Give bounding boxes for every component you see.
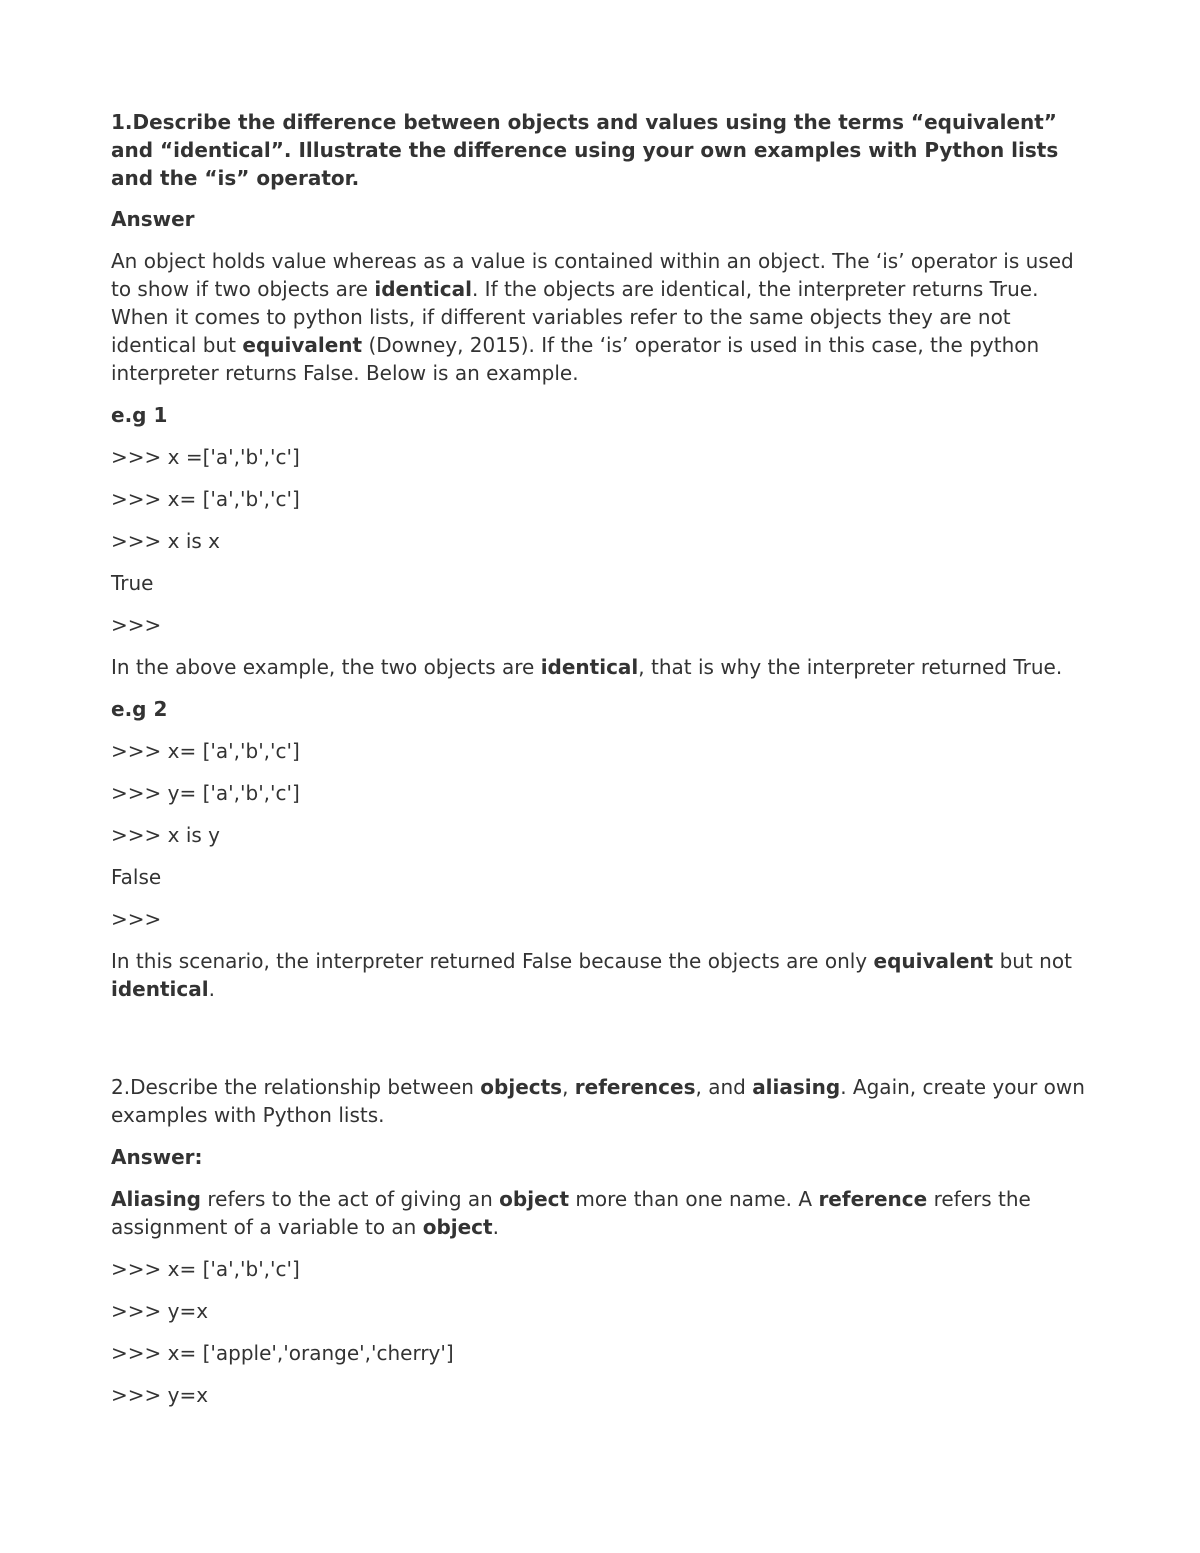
answer-1-label: Answer bbox=[111, 207, 195, 231]
text-run: . Again, create your own examples with Python lists. bbox=[111, 1075, 1085, 1127]
example-1-note bbox=[111, 653, 1091, 681]
text-run: . bbox=[492, 1215, 499, 1239]
example-2-label: e.g 2 bbox=[111, 697, 168, 721]
code-line: >>> y=x bbox=[111, 1383, 209, 1407]
code-line: >>> x =['a','b','c'] bbox=[111, 445, 300, 469]
text-run: refers to the act of giving an bbox=[201, 1187, 500, 1211]
bold-term: identical bbox=[111, 977, 209, 1001]
text-run: (Downey, 2015). If the ‘is’ operator is used in this case, the python interpreter returns False. Below is an example. bbox=[111, 333, 1040, 385]
code-line: >>> x= ['a','b','c'] bbox=[111, 739, 300, 763]
answer-2-label: Answer: bbox=[111, 1145, 203, 1169]
text-run: , and bbox=[695, 1075, 753, 1099]
answer-1-paragraph bbox=[111, 247, 1091, 387]
text-run: , that is why the interpreter returned True. bbox=[638, 655, 1063, 679]
bold-term: identical bbox=[540, 655, 639, 679]
document-page bbox=[111, 108, 1091, 1423]
example-2-note bbox=[111, 947, 1091, 1003]
code-line: >>> x is y bbox=[111, 823, 220, 847]
answer-2-paragraph bbox=[111, 1185, 1091, 1241]
text-run: . bbox=[208, 977, 215, 1001]
code-line: >>> x is x bbox=[111, 529, 220, 553]
question-2-heading bbox=[111, 1073, 1091, 1129]
bold-term: reference bbox=[818, 1187, 928, 1211]
text-run: refers the assignment of a variable to an bbox=[111, 1187, 1031, 1239]
bold-term: Aliasing bbox=[111, 1187, 201, 1211]
code-line: >>> x= ['a','b','c'] bbox=[111, 487, 300, 511]
text-run: In the above example, the two objects are bbox=[111, 655, 541, 679]
code-line: >>> y= ['a','b','c'] bbox=[111, 781, 300, 805]
text-run: In this scenario, the interpreter returned False because the objects are only bbox=[111, 949, 874, 973]
text-run: , bbox=[562, 1075, 575, 1099]
code-output: True bbox=[111, 571, 154, 595]
code-output: False bbox=[111, 865, 162, 889]
code-prompt: >>> bbox=[111, 613, 162, 637]
code-line: >>> y=x bbox=[111, 1299, 209, 1323]
bold-term: objects bbox=[480, 1075, 563, 1099]
text-run: An object holds value whereas as a value is contained within an object. The ‘is’ operator is used to show if two objects are bbox=[111, 249, 1074, 301]
text-run: 2.Describe the relationship between bbox=[111, 1075, 481, 1099]
text-run: more than one name. A bbox=[569, 1187, 819, 1211]
question-1-heading: 1.Describe the difference between objects and values using the terms “equivalent” and “identical”. Illustrate the difference using your own examples with Python lists and the “is” operator. bbox=[111, 110, 1059, 190]
text-run: but not bbox=[993, 949, 1072, 973]
example-1-label: e.g 1 bbox=[111, 403, 168, 427]
bold-term: object bbox=[422, 1215, 493, 1239]
bold-term: aliasing bbox=[752, 1075, 841, 1099]
bold-term: references bbox=[574, 1075, 696, 1099]
text-run: . If the objects are identical, the interpreter returns True. When it comes to python lists, if different variables refer to the same objects they are not identical but bbox=[111, 277, 1039, 357]
spacer bbox=[111, 1017, 1091, 1073]
bold-term: equivalent bbox=[242, 333, 363, 357]
bold-term: object bbox=[499, 1187, 570, 1211]
code-prompt: >>> bbox=[111, 907, 162, 931]
bold-term: identical bbox=[374, 277, 472, 301]
code-line: >>> x= ['a','b','c'] bbox=[111, 1257, 300, 1281]
bold-term: equivalent bbox=[873, 949, 994, 973]
code-line: >>> x= ['apple','orange','cherry'] bbox=[111, 1341, 454, 1365]
